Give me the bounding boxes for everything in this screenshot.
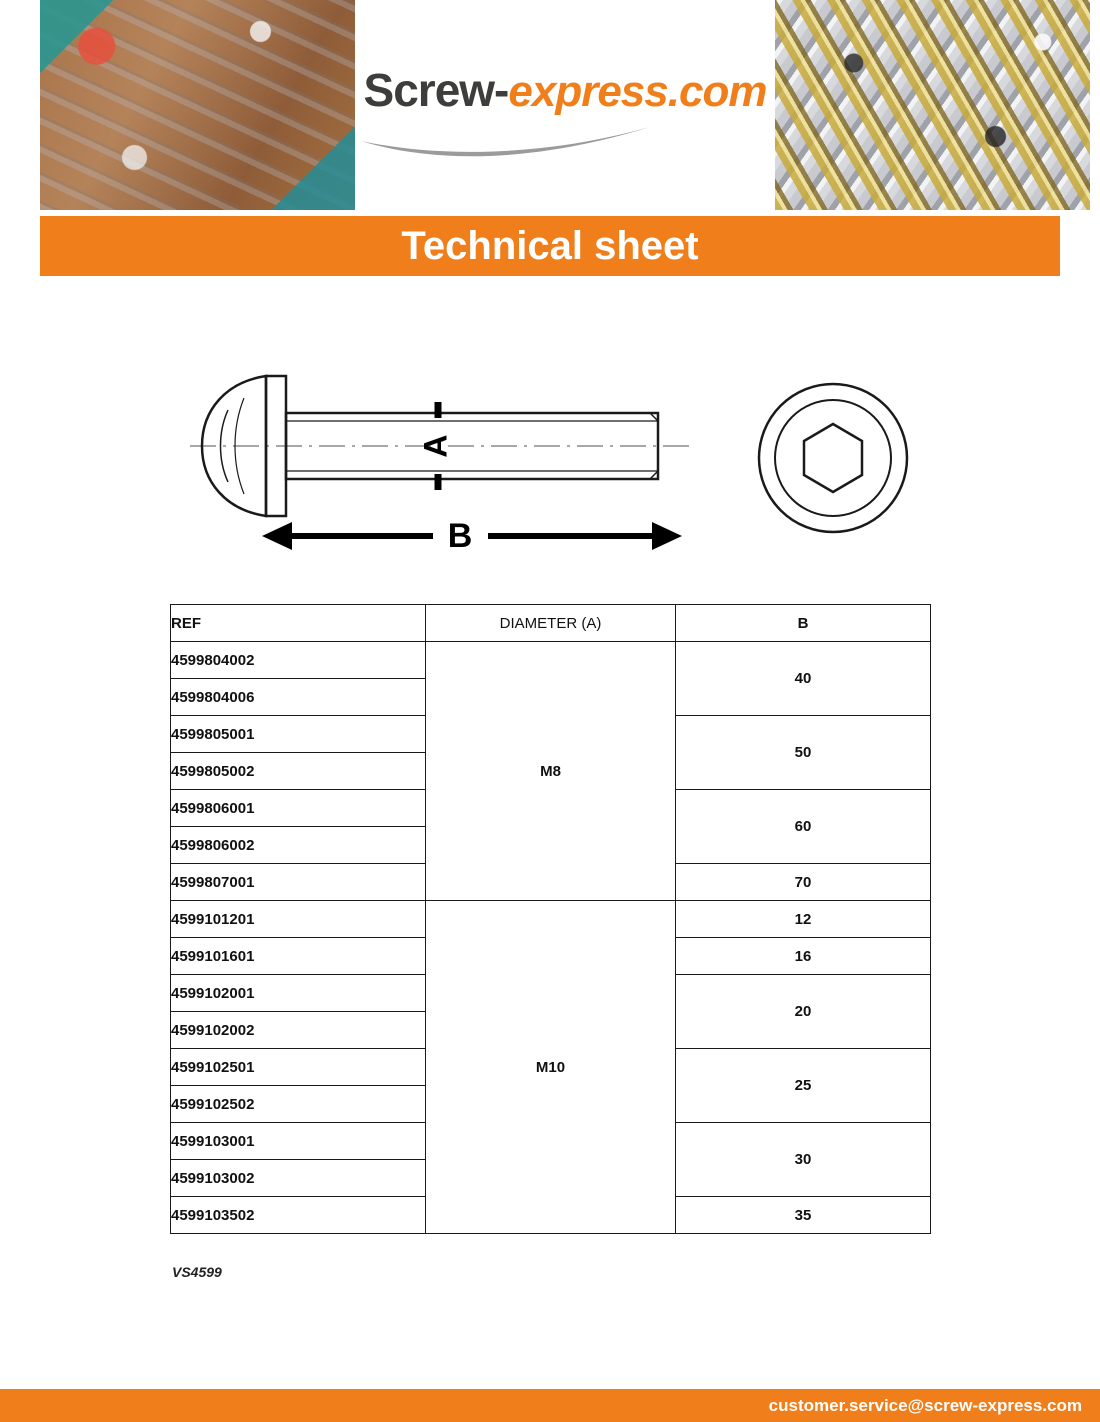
header-photo-tools (40, 0, 355, 210)
column-header-diameter: DIAMETER (A) (426, 605, 676, 642)
length-cell: 30 (676, 1123, 931, 1197)
ref-cell: 4599103002 (171, 1160, 426, 1197)
ref-cell: 4599806002 (171, 827, 426, 864)
ref-cell: 4599102501 (171, 1049, 426, 1086)
length-cell: 50 (676, 716, 931, 790)
ref-cell: 4599101601 (171, 938, 426, 975)
spec-table (170, 604, 931, 1234)
logo (355, 0, 775, 210)
diameter-cell: M8 (426, 642, 676, 901)
ref-cell: 4599806001 (171, 790, 426, 827)
length-cell: 60 (676, 790, 931, 864)
ref-cell: 4599102002 (171, 1012, 426, 1049)
logo-text-screw: Screw- (363, 64, 509, 116)
column-header-ref: REF (171, 605, 426, 642)
ref-cell: 4599804002 (171, 642, 426, 679)
length-cell: 25 (676, 1049, 931, 1123)
ref-cell: 4599103001 (171, 1123, 426, 1160)
screw-side-view-icon (188, 358, 698, 558)
length-cell: 35 (676, 1197, 931, 1234)
column-header-b: B (676, 605, 931, 642)
ref-cell: 4599101201 (171, 901, 426, 938)
length-cell: 20 (676, 975, 931, 1049)
ref-cell: 4599805002 (171, 753, 426, 790)
contact-email[interactable]: customer.service@screw-express.com (768, 1395, 1082, 1415)
ref-cell: 4599102502 (171, 1086, 426, 1123)
spec-table-body (171, 642, 931, 1234)
logo-text-express: express.com (508, 67, 767, 116)
length-cell: 12 (676, 901, 931, 938)
technical-drawing (0, 358, 1100, 558)
screw-front-view-icon (753, 378, 913, 538)
page-header (0, 0, 1100, 210)
logo-text (364, 63, 767, 117)
page-title: Technical sheet (401, 223, 699, 268)
dimension-label-b: B (447, 516, 472, 555)
ref-cell: 4599103502 (171, 1197, 426, 1234)
ref-cell: 4599807001 (171, 864, 426, 901)
length-cell: 40 (676, 642, 931, 716)
ref-cell: 4599805001 (171, 716, 426, 753)
dimension-label-a: A (416, 434, 453, 458)
table-row (171, 642, 931, 679)
ref-cell: 4599102001 (171, 975, 426, 1012)
length-cell: 70 (676, 864, 931, 901)
table-row (171, 901, 931, 938)
title-banner (40, 216, 1060, 276)
table-header-row (171, 605, 931, 642)
page-footer (0, 1389, 1100, 1422)
diameter-cell: M10 (426, 901, 676, 1234)
logo-swoosh-icon (355, 119, 655, 159)
length-cell: 16 (676, 938, 931, 975)
version-footnote: VS4599 (172, 1264, 222, 1280)
spec-table-section (170, 604, 930, 1234)
header-photo-screws (775, 0, 1090, 210)
ref-cell: 4599804006 (171, 679, 426, 716)
